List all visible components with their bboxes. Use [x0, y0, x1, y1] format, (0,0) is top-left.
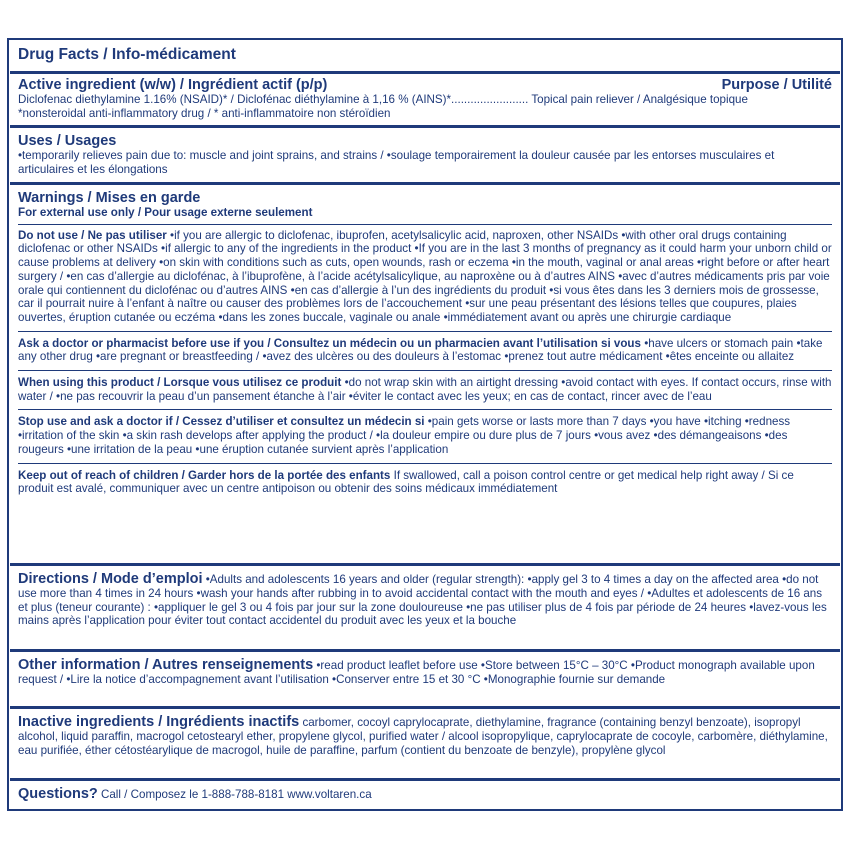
other-information-section: [9, 652, 841, 706]
do-not-use-block: [18, 229, 832, 325]
stop-use-text: •pain gets worse or lasts more than 7 days •you have •itching •redness •irritation of the skin •a skin rash develops after applying the product / •la douleur empire ou dure plus de 7 jours •vous avez •des démangeaisons •des rougeurs •une irritation de la peau •une éruption cutanée survient après l’application: [18, 415, 791, 456]
questions-text: Call / Composez le 1-888-788-8181 www.voltaren.ca: [97, 788, 372, 801]
drug-facts-title: Drug Facts / Info-médicament: [18, 46, 236, 63]
other-information-text: •read product leaflet before use •Store between 15°C – 30°C •Product monograph available upon request / •Lire la notice d’accompagnement avant l’utilisation •Conserver entre 15 et 30 °C •Monographie fournie sur demande: [18, 659, 815, 686]
warnings-section: [9, 185, 841, 563]
warning-divider: [18, 409, 832, 410]
do-not-use-text: •if you are allergic to diclofenac, ibuprofen, acetylsalicylic acid, naproxen, other NSAIDs •with other oral drugs containing diclofenac or other NSAIDs •if allergic to any of the ingredients in the product •If you are in the last 3 months of pregnancy as it could harm your unborn child or cause problems at delivery •on skin with conditions such as cuts, open wounds, rash or eczema •in the mouth, vaginal or anal areas •right before or after heart surgery / •en cas d’allergie au diclofénac, à l’ibuprofène, à l’acide acétylsalicylique, au naproxène ou à d’autres AINS •avec d’autres médicaments pris par voie orale qui contiennent du diclofénac ou d’autres AINS •en cas d’allergie à l’un des ingrédients du produit •si vous êtes dans les 3 derniers mois de grossesse, car il pourrait nuire à l’enfant à naître ou causer des problèmes lors de l’accouchement •sur une peau présentant des lésions telles que coupures, plaies ouvertes, éruption cutanée ou eczéma •dans les zones buccale, vaginale ou anale •immédiatement avant ou après une chirurgie cardiaque: [18, 228, 832, 324]
ask-doctor-block: [18, 337, 832, 364]
directions-heading: Directions / Mode d’emploi: [18, 571, 203, 587]
active-ingredient-name: Diclofenac diethylamine 1.16% (NSAID)* / Diclofénac diéthylamine à 1,16 % (AINS)*: [18, 93, 452, 106]
purpose-heading: Purpose / Utilité: [721, 77, 832, 93]
warnings-heading: Warnings / Mises en garde: [18, 190, 201, 206]
purpose-text: Topical pain reliever / Analgésique topique: [531, 93, 748, 106]
ask-doctor-label: Ask a doctor or pharmacist before use if you / Consultez un médecin ou un pharmacien avant l’utilisation si vous: [18, 336, 641, 350]
directions-text: •Adults and adolescents 16 years and older (regular strength): •apply gel 3 to 4 times a day on the affected area •do not use more than 4 times in 24 hours •wash your hands after rubbing in to avoid accidental contact with the mouth and eyes / •Adultes et adolescents de 16 ans et plus (teneur courante) : •appliquer le gel 3 ou 4 fois par jour sur la zone douloureuse •ne pas utiliser plus de 4 fois par période de 24 heures •lavez-vous les mains après l’application pour éviter tout contact accidentel du produit avec les yeux et la bouche: [18, 573, 827, 628]
warning-divider: [18, 463, 832, 464]
leader-dots: ........................: [451, 93, 529, 106]
uses-heading: Uses / Usages: [18, 133, 117, 149]
warning-divider: [18, 370, 832, 371]
questions-heading: Questions?: [18, 786, 98, 802]
external-use-note: For external use only / Pour usage externe seulement: [18, 206, 313, 219]
drug-facts-panel: [7, 38, 843, 811]
when-using-text: •do not wrap skin with an airtight dressing •avoid contact with eyes. If contact occurs, rinse with water / •ne pas recouvrir la peau d’un pansement étanche à l’air •éviter le contact avec les yeux; en cas de contact, rincer avec de l’eau: [18, 376, 832, 403]
active-ingredient-section: [9, 74, 841, 125]
questions-section: [9, 781, 841, 805]
stop-use-label: Stop use and ask a doctor if / Cessez d’utiliser et consultez un médecin si: [18, 415, 425, 429]
ask-doctor-text: •have ulcers or stomach pain •take any other drug •are pregnant or breastfeeding / •avez des ulcères ou des douleurs à l’estomac •prenez tout autre médicament •êtes enceinte ou allaitez: [18, 336, 823, 364]
directions-section: [9, 566, 841, 649]
keep-out-block: [18, 469, 832, 496]
inactive-ingredients-heading: Inactive ingredients / Ingrédients inactifs: [18, 714, 300, 730]
active-footnote: *nonsteroidal anti-inflammatory drug / * anti-inflammatoire non stéroïdien: [18, 106, 391, 120]
warning-divider: [18, 224, 832, 225]
active-ingredient-heading: Active ingredient (w/w) / Ingrédient actif (p/p): [18, 77, 328, 93]
warning-divider: [18, 331, 832, 332]
inactive-ingredients-text: carbomer, cocoyl caprylocaprate, diethylamine, fragrance (containing benzyl benzoate), isopropyl alcohol, liquid paraffin, macrogol cetostearyl ether, propylene glycol, purified water / alcool isopropylique, caprylocaprate de cocoyle, carbomère, diéthylamine, eau purifiée, éther cétostéarylique de macrogol, huile de paraffine, parfum (contient du benzoate de benzyle), propylène glycol: [18, 716, 828, 757]
do-not-use-label: Do not use / Ne pas utiliser: [18, 228, 167, 242]
keep-out-text: If swallowed, call a poison control centre or get medical help right away / Si ce produit est avalé, communiquer avec un centre antipoison ou obtenir des soins médicaux immédiatement: [18, 468, 794, 496]
inactive-ingredients-section: [9, 709, 841, 778]
keep-out-label: Keep out of reach of children / Garder hors de la portée des enfants: [18, 468, 391, 482]
uses-text: •temporarily relieves pain due to: muscle and joint sprains, and strains / •soulage temporairement la douleur causée par les entorses musculaires et articulaires et les élongations: [18, 149, 775, 176]
uses-section: [9, 128, 841, 182]
when-using-label: When using this product / Lorsque vous utilisez ce produit: [18, 376, 342, 390]
other-information-heading: Other information / Autres renseignements: [18, 657, 314, 673]
stop-use-block: [18, 415, 832, 456]
drug-facts-header: [9, 40, 841, 71]
when-using-block: [18, 376, 832, 403]
